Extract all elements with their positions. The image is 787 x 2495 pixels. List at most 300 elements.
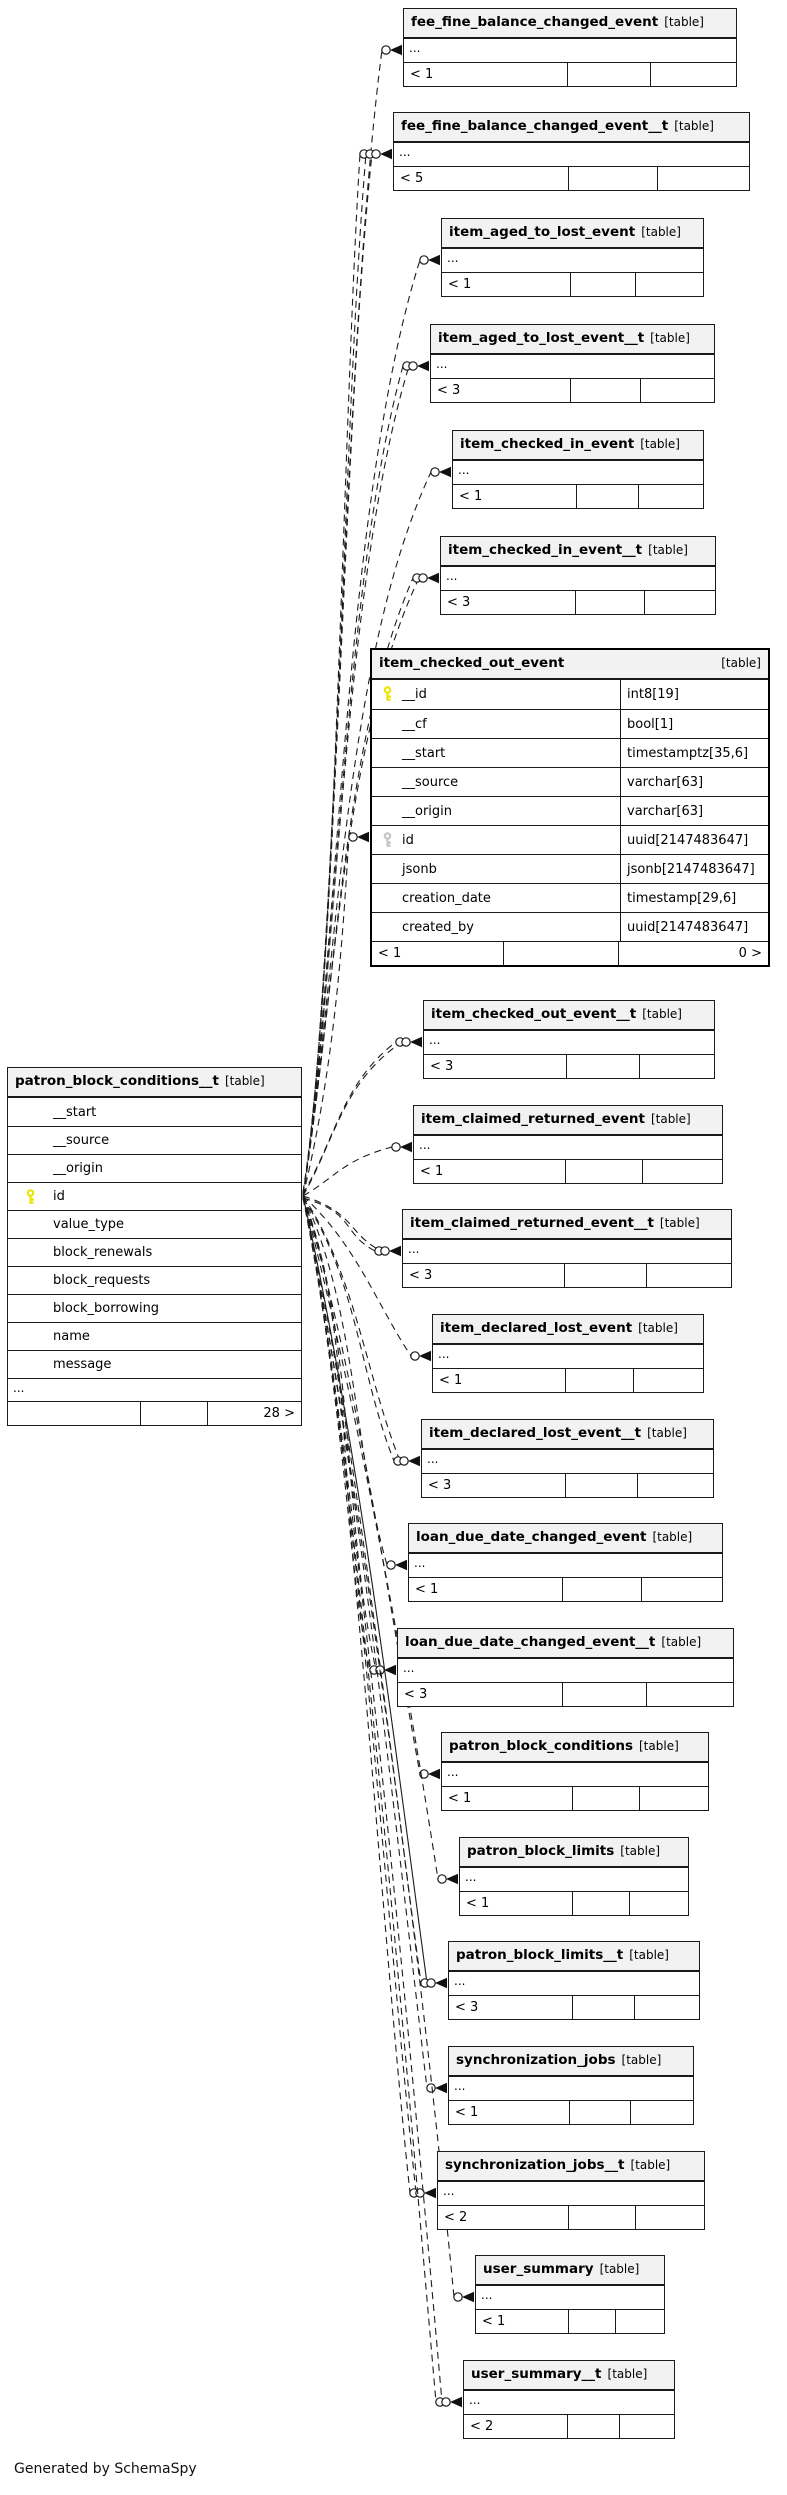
footer-cell-left: < 1: [482, 2314, 506, 2329]
relationship-edge: [303, 1198, 436, 2402]
table-title[interactable]: item_aged_to_lost_event__t: [438, 330, 645, 346]
footer-cell-right: 28 >: [207, 1402, 301, 1425]
table-header-9: [433, 1315, 703, 1345]
column-type: uuid[2147483647]: [620, 913, 768, 941]
table-title[interactable]: item_declared_lost_event__t: [429, 1425, 642, 1441]
footer-row: [433, 1368, 703, 1392]
relationship-edge: [435, 2083, 447, 2093]
table-tag: [table]: [620, 1844, 661, 1858]
column-name: message: [53, 1357, 112, 1372]
footer-cell-mid: [568, 2310, 615, 2333]
relationship-edge: [427, 573, 439, 583]
footer-cell-mid: [567, 2415, 620, 2438]
footer-row: [394, 166, 749, 190]
relationship-edge: [409, 362, 417, 370]
table-header-19: [464, 2361, 674, 2391]
footer-row: [409, 1577, 722, 1601]
ellipsis-row: ...: [436, 357, 448, 371]
relationship-edge: [442, 2398, 450, 2406]
footer-cell-mid: [564, 1264, 646, 1287]
column-name: __source: [402, 774, 459, 790]
footer-row: [449, 2100, 693, 2124]
table-user_summary[interactable]: [475, 2255, 665, 2334]
table-tag: [table]: [224, 1074, 265, 1088]
relationship-edge: [436, 2398, 444, 2406]
column-type: uuid[2147483647]: [620, 826, 768, 854]
footer-row: [8, 1401, 301, 1425]
table-title[interactable]: fee_fine_balance_changed_event__t: [401, 118, 669, 134]
column-name: jsonb: [402, 861, 437, 877]
footer-row: [442, 272, 703, 296]
relationship-edge: [376, 1666, 384, 1674]
relationship-edge: [403, 362, 411, 370]
footer-row: [403, 1263, 731, 1287]
table-header-7: [414, 1106, 722, 1136]
column-name: __start: [53, 1104, 97, 1120]
column-name: __source: [53, 1133, 110, 1148]
table-header-4: [453, 431, 703, 461]
table-item_claimed_returned_event__t[interactable]: [402, 1209, 732, 1288]
table-tag: [table]: [641, 225, 681, 239]
relationship-edge: [446, 1874, 458, 1884]
footer-cell-mid: [566, 1055, 639, 1078]
column-name: block_renewals: [53, 1245, 153, 1260]
table-header-2: [442, 219, 703, 249]
footer-cell-left: < 3: [409, 1268, 433, 1283]
table-tag: [table]: [640, 437, 680, 451]
table-tag: [table]: [629, 1948, 669, 1962]
relationship-edge: [421, 1979, 429, 1987]
relationship-edge: [424, 2188, 436, 2198]
table-title[interactable]: item_checked_out_event: [379, 655, 565, 671]
column-row: [372, 680, 768, 709]
ellipsis-row: ...: [454, 2079, 466, 2093]
footer-cell-left: < 3: [455, 2000, 479, 2015]
relationship-edge: [303, 154, 366, 1194]
footer-cell-mid: [567, 63, 650, 86]
column-row: [372, 767, 768, 796]
table-synchronization_jobs[interactable]: [448, 2046, 694, 2125]
relationship-edge: [303, 837, 349, 1196]
footer-cell-left: < 1: [455, 2105, 479, 2120]
table-item_aged_to_lost_event__t[interactable]: [430, 324, 715, 403]
footer-cell-right: [635, 2206, 704, 2229]
relationship-edge: [462, 2292, 474, 2302]
footer-cell-right: [641, 1578, 722, 1601]
relationship-edge: [413, 574, 421, 582]
table-title[interactable]: patron_block_limits: [467, 1843, 615, 1859]
footer-row: [372, 941, 768, 965]
table-patron_block_limits[interactable]: [459, 1837, 689, 1916]
relationship-edge: [303, 1196, 387, 1565]
relationship-edge: [402, 1038, 410, 1046]
relationship-edge: [435, 1978, 447, 1988]
table-title[interactable]: item_claimed_returned_event: [421, 1111, 645, 1127]
footer-cell-left: < 1: [459, 489, 483, 504]
column-name: name: [53, 1329, 90, 1344]
column-name: block_borrowing: [53, 1301, 160, 1316]
footer-cell-mid: [565, 1369, 633, 1392]
column-row: [372, 709, 768, 738]
table-header-6: [424, 1001, 714, 1031]
column-row: [8, 1098, 301, 1126]
table-tag: [table]: [652, 1530, 693, 1544]
footer-row: [414, 1159, 722, 1183]
table-title[interactable]: synchronization_jobs: [456, 2052, 616, 2068]
ellipsis-row: ...: [481, 2288, 493, 2302]
footer-row: [398, 1682, 733, 1706]
footer-cell-mid: [572, 1787, 639, 1810]
table-item_checked_in_event[interactable]: [452, 430, 704, 509]
footer-cell-mid: [562, 1683, 646, 1706]
relationship-edge: [303, 1198, 370, 1670]
column-row: [8, 1294, 301, 1322]
footer-cell-mid: [140, 1402, 207, 1425]
column-row: [372, 854, 768, 883]
table-item_declared_lost_event__t[interactable]: [421, 1419, 714, 1498]
column-name: id: [402, 832, 414, 848]
relationship-edge: [454, 2293, 462, 2301]
footer-cell-right: [615, 2310, 664, 2333]
relationship-edge: [438, 1875, 446, 1883]
table-loan_due_date_changed_event__t[interactable]: [397, 1628, 734, 1707]
ellipsis-row: ...: [429, 1033, 441, 1047]
column-name: __start: [402, 745, 446, 761]
footer-cell-right: [633, 1369, 703, 1392]
column-type: varchar[63]: [620, 768, 768, 796]
relationship-edge: [380, 149, 392, 159]
footer-cell-right: 0 >: [618, 942, 768, 965]
column-name-cell: [372, 768, 620, 796]
footer-row: [453, 484, 703, 508]
relationship-edge: [382, 46, 390, 54]
table-patron_block_limits__t[interactable]: [448, 1941, 700, 2020]
footer-cell-mid: [570, 379, 641, 402]
table-title[interactable]: loan_due_date_changed_event: [416, 1529, 647, 1545]
table-patron_block_conditions[interactable]: [441, 1732, 709, 1811]
table-header-14: [460, 1838, 688, 1868]
table-title[interactable]: patron_block_conditions: [449, 1738, 633, 1754]
table-user_summary__t[interactable]: [463, 2360, 675, 2439]
footer-cell-left: < 3: [437, 383, 461, 398]
relationship-edge: [416, 2189, 424, 2197]
table-title[interactable]: item_declared_lost_event: [440, 1320, 633, 1336]
footer-row: [404, 62, 736, 86]
table-header-13: [442, 1733, 708, 1763]
column-type: varchar[63]: [620, 797, 768, 825]
column-name-cell: [372, 826, 620, 854]
ellipsis-row: ...: [419, 1138, 431, 1152]
footer-cell-right: [638, 485, 703, 508]
relationship-edge: [395, 1560, 407, 1570]
footer-cell-left: < 3: [447, 595, 471, 610]
column-name-cell: [372, 680, 620, 709]
table-title[interactable]: item_checked_in_event__t: [448, 542, 643, 558]
footer-cell-right: [646, 1683, 733, 1706]
footer-row: [449, 1995, 699, 2019]
ellipsis-row: ...: [8, 1378, 301, 1401]
ellipsis-row: ...: [454, 1974, 466, 1988]
column-row: [372, 738, 768, 767]
table-tag: [table]: [661, 1635, 702, 1649]
footer-cell-mid: [576, 485, 639, 508]
table-header-main: [372, 650, 768, 680]
footer-cell-left: < 1: [410, 67, 434, 82]
footer-cell-mid: [562, 1578, 640, 1601]
footer-row: [422, 1473, 713, 1497]
table-header-16: [449, 2047, 693, 2077]
column-name: value_type: [53, 1217, 125, 1232]
relationship-edge: [384, 1665, 396, 1675]
table-item_claimed_returned_event[interactable]: [413, 1105, 723, 1184]
relationship-edge: [303, 1196, 411, 1356]
table-tag: [table]: [674, 119, 714, 133]
table-tag: [table]: [648, 543, 688, 557]
table-header-3: [431, 325, 714, 355]
column-name-cell: [372, 710, 620, 738]
column-row: [8, 1126, 301, 1154]
relationship-edge: [394, 1457, 402, 1465]
footer-row: [464, 2414, 674, 2438]
column-name-cell: [372, 884, 620, 912]
footer-cell-mid: [570, 273, 635, 296]
table-tag: [table]: [599, 2262, 640, 2276]
column-name: __id: [402, 687, 427, 702]
table-tag: [table]: [650, 331, 690, 345]
primary-key-icon: [24, 1189, 37, 1205]
relationship-edge: [349, 833, 357, 841]
footer-cell-right: [639, 1787, 708, 1810]
table-tag: [table]: [659, 1216, 700, 1230]
footer-cell-right: [646, 1264, 731, 1287]
table-tag: [table]: [638, 1321, 678, 1335]
footer-row: [460, 1891, 688, 1915]
relationship-edge: [439, 467, 451, 477]
table-patron_block_conditions__t[interactable]: [7, 1067, 302, 1426]
column-name: __origin: [402, 803, 453, 819]
footer-cell-left: < 3: [404, 1687, 428, 1702]
footer-row: [442, 1786, 708, 1810]
table-title[interactable]: patron_block_limits__t: [456, 1947, 624, 1963]
table-tag: [table]: [647, 1426, 687, 1440]
table-item_declared_lost_event[interactable]: [432, 1314, 704, 1393]
relationship-edge: [431, 468, 439, 476]
relationship-edge: [392, 1143, 400, 1151]
relationship-edge: [303, 1196, 376, 1670]
relationship-edge: [389, 1246, 401, 1256]
table-header-10: [422, 1420, 713, 1450]
table-fee_fine_balance_changed_event__t[interactable]: [393, 112, 750, 191]
relationship-edge: [370, 1666, 378, 1674]
ellipsis-row: ...: [458, 463, 470, 477]
column-row: [372, 883, 768, 912]
column-row: [8, 1322, 301, 1350]
footer-cell-mid: [575, 591, 644, 614]
table-title[interactable]: item_checked_out_event__t: [431, 1006, 637, 1022]
footer-cell-left: < 1: [439, 1373, 463, 1388]
column-row: [372, 825, 768, 854]
table-header-1: [394, 113, 749, 143]
relationship-edge: [303, 1198, 410, 2193]
footer-cell-mid: [569, 2101, 630, 2124]
table-title[interactable]: item_checked_in_event: [460, 436, 635, 452]
column-type: bool[1]: [620, 710, 768, 738]
footer-cell-mid: [565, 1474, 638, 1497]
column-row: [372, 912, 768, 941]
relationship-edge: [375, 1247, 383, 1255]
table-header-18: [476, 2256, 664, 2286]
column-name-cell: [372, 913, 620, 941]
footer-cell-right: [642, 1160, 722, 1183]
column-type: int8[19]: [620, 680, 768, 709]
relationship-edge: [303, 154, 360, 1192]
table-title[interactable]: user_summary: [483, 2261, 594, 2277]
relationship-edge: [303, 1196, 400, 1461]
table-item_aged_to_lost_event[interactable]: [441, 218, 704, 297]
table-header-5: [441, 537, 715, 567]
relationship-edge: [428, 255, 440, 265]
column-row: [8, 1266, 301, 1294]
table-title[interactable]: user_summary__t: [471, 2366, 602, 2382]
ellipsis-row: ...: [446, 569, 458, 583]
table-header-17: [438, 2152, 704, 2182]
relationship-edge: [410, 2189, 418, 2197]
footer-cell-right: [637, 1474, 713, 1497]
column-name-cell: [372, 855, 620, 883]
table-item_checked_out_event__t[interactable]: [423, 1000, 715, 1079]
footer-cell-left: < 3: [428, 1478, 452, 1493]
generated-by-note: Generated by SchemaSpy: [14, 2461, 197, 2477]
column-name-cell: [372, 797, 620, 825]
foreign-key-icon: [381, 832, 394, 848]
relationship-edge: [396, 1038, 404, 1046]
footer-cell-right: [629, 1892, 688, 1915]
table-header-8: [403, 1210, 731, 1240]
table-item_checked_out_event[interactable]: [370, 648, 770, 967]
footer-cell-left: < 2: [444, 2210, 468, 2225]
table-tag: [table]: [639, 1739, 679, 1753]
relationship-edge: [303, 1147, 392, 1196]
table-item_checked_in_event__t[interactable]: [440, 536, 716, 615]
column-name-cell: [372, 739, 620, 767]
footer-cell-left: < 5: [400, 171, 424, 186]
ellipsis-row: ...: [438, 1347, 450, 1361]
footer-cell-mid: [503, 942, 618, 965]
footer-cell-left: < 1: [448, 277, 472, 292]
table-tag: [table]: [607, 2367, 648, 2381]
table-header-0: [404, 9, 736, 39]
table-tag: [table]: [664, 15, 704, 29]
relationship-edge: [366, 150, 374, 158]
footer-cell-right: [630, 2101, 693, 2124]
footer-cell-left: < 1: [378, 946, 402, 961]
footer-cell-right: [640, 379, 714, 402]
relationship-edge: [400, 1142, 412, 1152]
ellipsis-row: ...: [447, 251, 459, 265]
footer-cell-mid: [568, 2206, 635, 2229]
footer-cell-mid: [572, 1892, 629, 1915]
footer-cell-mid: [568, 167, 657, 190]
ellipsis-row: ...: [443, 2184, 455, 2198]
relationship-edge: [420, 256, 428, 264]
column-row: [8, 1238, 301, 1266]
column-name: created_by: [402, 919, 474, 935]
relationship-edge: [428, 1769, 440, 1779]
table-loan_due_date_changed_event[interactable]: [408, 1523, 723, 1602]
table-header-left: [8, 1068, 301, 1098]
table-header-15: [449, 1942, 699, 1972]
relationship-edge: [303, 1198, 421, 1983]
column-name: id: [53, 1189, 65, 1204]
relationship-edge: [303, 1196, 381, 1251]
relationship-edge: [303, 1196, 442, 2402]
relationship-edge: [410, 1037, 422, 1047]
relationship-edge: [303, 1198, 375, 1251]
footer-cell-right: [657, 167, 749, 190]
column-name: block_requests: [53, 1273, 151, 1288]
column-row: [8, 1350, 301, 1378]
footer-cell-left: [8, 1402, 140, 1425]
footer-cell-mid: [565, 1160, 642, 1183]
ellipsis-row: ...: [447, 1765, 459, 1779]
relationship-edge: [427, 2084, 435, 2092]
column-name: __origin: [53, 1161, 104, 1176]
relationship-edge: [381, 1247, 389, 1255]
footer-cell-left: < 2: [470, 2419, 494, 2434]
relationship-edge: [357, 832, 369, 842]
table-header-11: [409, 1524, 722, 1554]
ellipsis-row: ...: [414, 1556, 426, 1570]
table-title[interactable]: item_aged_to_lost_event: [449, 224, 636, 240]
column-type: timestamptz[35,6]: [620, 739, 768, 767]
table-title[interactable]: loan_due_date_changed_event__t: [405, 1634, 656, 1650]
relationship-edge: [408, 1456, 420, 1466]
footer-cell-right: [650, 63, 736, 86]
footer-row: [424, 1054, 714, 1078]
relationship-edge: [427, 1979, 435, 1987]
table-tag: [table]: [650, 1112, 691, 1126]
column-type: jsonb[2147483647]: [620, 855, 768, 883]
table-title[interactable]: item_claimed_returned_event__t: [410, 1215, 654, 1231]
table-title[interactable]: synchronization_jobs__t: [445, 2157, 625, 2173]
footer-cell-right: [619, 2415, 674, 2438]
footer-row: [441, 590, 715, 614]
footer-cell-left: < 1: [415, 1582, 439, 1597]
footer-cell-mid: [572, 1996, 635, 2019]
table-title[interactable]: fee_fine_balance_changed_event: [411, 14, 659, 30]
footer-row: [438, 2205, 704, 2229]
relationship-edge: [417, 361, 429, 371]
table-title[interactable]: patron_block_conditions__t: [15, 1073, 219, 1089]
column-row: [8, 1154, 301, 1182]
table-fee_fine_balance_changed_event[interactable]: [403, 8, 737, 87]
footer-cell-left: < 1: [466, 1896, 490, 1911]
relationship-edge: [372, 150, 380, 158]
relationship-edge: [303, 154, 372, 1196]
table-tag: [table]: [621, 2053, 662, 2067]
table-tag: [table]: [642, 1007, 682, 1021]
relationship-edge: [411, 1352, 419, 1360]
primary-key-icon: [381, 686, 394, 702]
relationship-edge: [303, 1198, 394, 1461]
ellipsis-row: ...: [469, 2393, 481, 2407]
column-row: [8, 1182, 301, 1210]
relationship-edge: [360, 150, 368, 158]
table-synchronization_jobs__t[interactable]: [437, 2151, 705, 2230]
relationship-edge: [419, 574, 427, 582]
relationship-edge: [450, 2397, 462, 2407]
column-row: [372, 796, 768, 825]
